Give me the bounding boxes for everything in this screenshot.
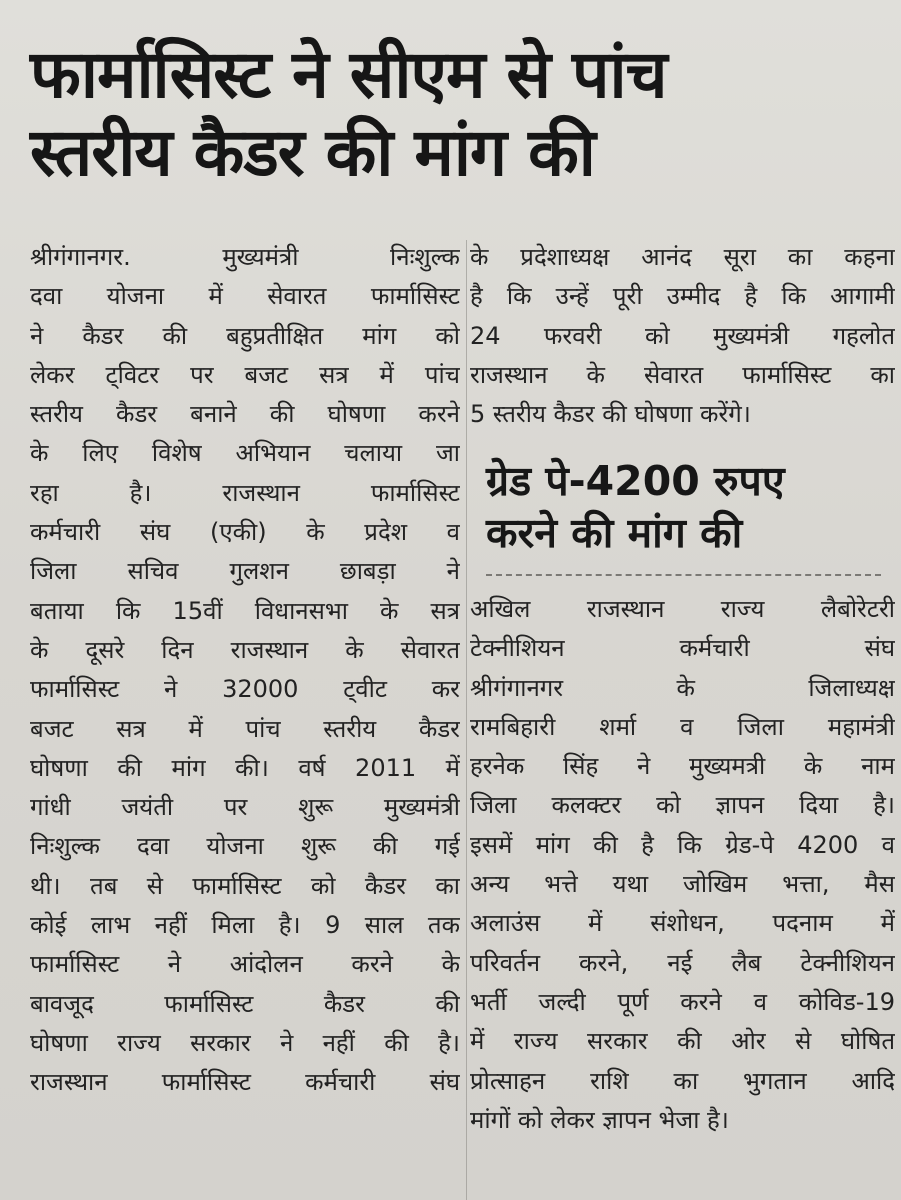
text-line: राजस्थान के सेवारत फार्मासिस्ट का [470, 360, 895, 389]
text-line: अलाउंस में संशोधन, पदनाम में [470, 909, 895, 938]
text-line: टेक्नीशियन कर्मचारी संघ [470, 634, 895, 663]
headline-line-1: फार्मासिस्ट ने सीएम से पांच [30, 36, 667, 113]
text-line: जिला कलक्टर को ज्ञापन दिया है। [470, 791, 895, 820]
headline-line-2: स्तरीय कैडर की मांग की [30, 114, 595, 191]
text-line: दवा योजना में सेवारत फार्मासिस्ट [30, 282, 460, 311]
text-line: हरनेक सिंह ने मुख्यमत्री के नाम [470, 752, 895, 781]
text-line: में राज्य सरकार की ओर से घोषित [470, 1027, 895, 1056]
subheadline [486, 455, 886, 559]
text-line: कोई लाभ नहीं मिला है। 9 साल तक [30, 911, 460, 940]
text-line: 24 फरवरी को मुख्यमंत्री गहलोत [470, 321, 895, 350]
subheadline-line-2: करने की मांग की [486, 509, 743, 557]
text-line: घोषणा की मांग की। वर्ष 2011 में [30, 753, 460, 782]
text-line: बताया कि 15वीं विधानसभा के सत्र [30, 596, 460, 625]
text-line: मांगों को लेकर ज्ञापन भेजा है। [470, 1105, 729, 1134]
text-line: स्तरीय कैडर बनाने की घोषणा करने [30, 400, 460, 429]
text-line: ने कैडर की बहुप्रतीक्षित मांग को [30, 321, 460, 350]
headline [30, 36, 880, 192]
text-line: इसमें मांग की है कि ग्रेड-पे 4200 व [470, 830, 895, 859]
column-divider [466, 240, 467, 1200]
text-line: गांधी जयंती पर शुरू मुख्यमंत्री [30, 793, 460, 822]
text-line: के दूसरे दिन राजस्थान के सेवारत [30, 635, 460, 664]
text-line: के लिए विशेष अभियान चलाया जा [30, 439, 460, 468]
text-line: है कि उन्हें पूरी उम्मीद है कि आगामी [470, 282, 895, 311]
text-line: रहा है। राजस्थान फार्मासिस्ट [30, 478, 460, 507]
right-column-top [470, 238, 895, 434]
text-line: थी। तब से फार्मासिस्ट को कैडर का [30, 871, 460, 900]
text-line: जिला सचिव गुलशन छाबड़ा ने [30, 557, 460, 586]
text-line: रामबिहारी शर्मा व जिला महामंत्री [470, 712, 895, 741]
text-line: 5 स्तरीय कैडर की घोषणा करेंगे। [470, 400, 751, 429]
text-line: फार्मासिस्ट ने आंदोलन करने के [30, 950, 460, 979]
text-line: अखिल राजस्थान राज्य लैबोरेटरी [470, 595, 895, 623]
text-line: श्रीगंगानगर के जिलाध्यक्ष [470, 673, 895, 702]
text-line: अन्य भत्ते यथा जोखिम भत्ता, मैस [470, 870, 895, 899]
text-line: लेकर ट्विटर पर बजट सत्र में पांच [30, 360, 460, 389]
left-column [30, 238, 460, 1103]
text-line: के प्रदेशाध्यक्ष आनंद सूरा का कहना [470, 243, 895, 271]
section-divider [486, 574, 881, 576]
text-line: परिवर्तन करने, नई लैब टेक्नीशियन [470, 948, 895, 977]
text-line: राजस्थान फार्मासिस्ट कर्मचारी संघ [30, 1068, 460, 1097]
text-line: कर्मचारी संघ (एकी) के प्रदेश व [30, 518, 460, 547]
right-column-bottom [470, 590, 895, 1140]
text-line: भर्ती जल्दी पूर्ण करने व कोविड-19 [470, 987, 895, 1016]
text-line: घोषणा राज्य सरकार ने नहीं की है। [30, 1028, 460, 1057]
text-line: बावजूद फार्मासिस्ट कैडर की [30, 989, 460, 1018]
text-line: श्रीगंगानगर. मुख्यमंत्री निःशुल्क [30, 243, 460, 271]
text-line: बजट सत्र में पांच स्तरीय कैडर [30, 714, 460, 743]
subheadline-line-1: ग्रेड पे-4200 रुपए [486, 457, 785, 505]
text-line: फार्मासिस्ट ने 32000 ट्वीट कर [30, 675, 460, 704]
text-line: निःशुल्क दवा योजना शुरू की गई [30, 832, 460, 861]
text-line: प्रोत्साहन राशि का भुगतान आदि [470, 1066, 895, 1095]
